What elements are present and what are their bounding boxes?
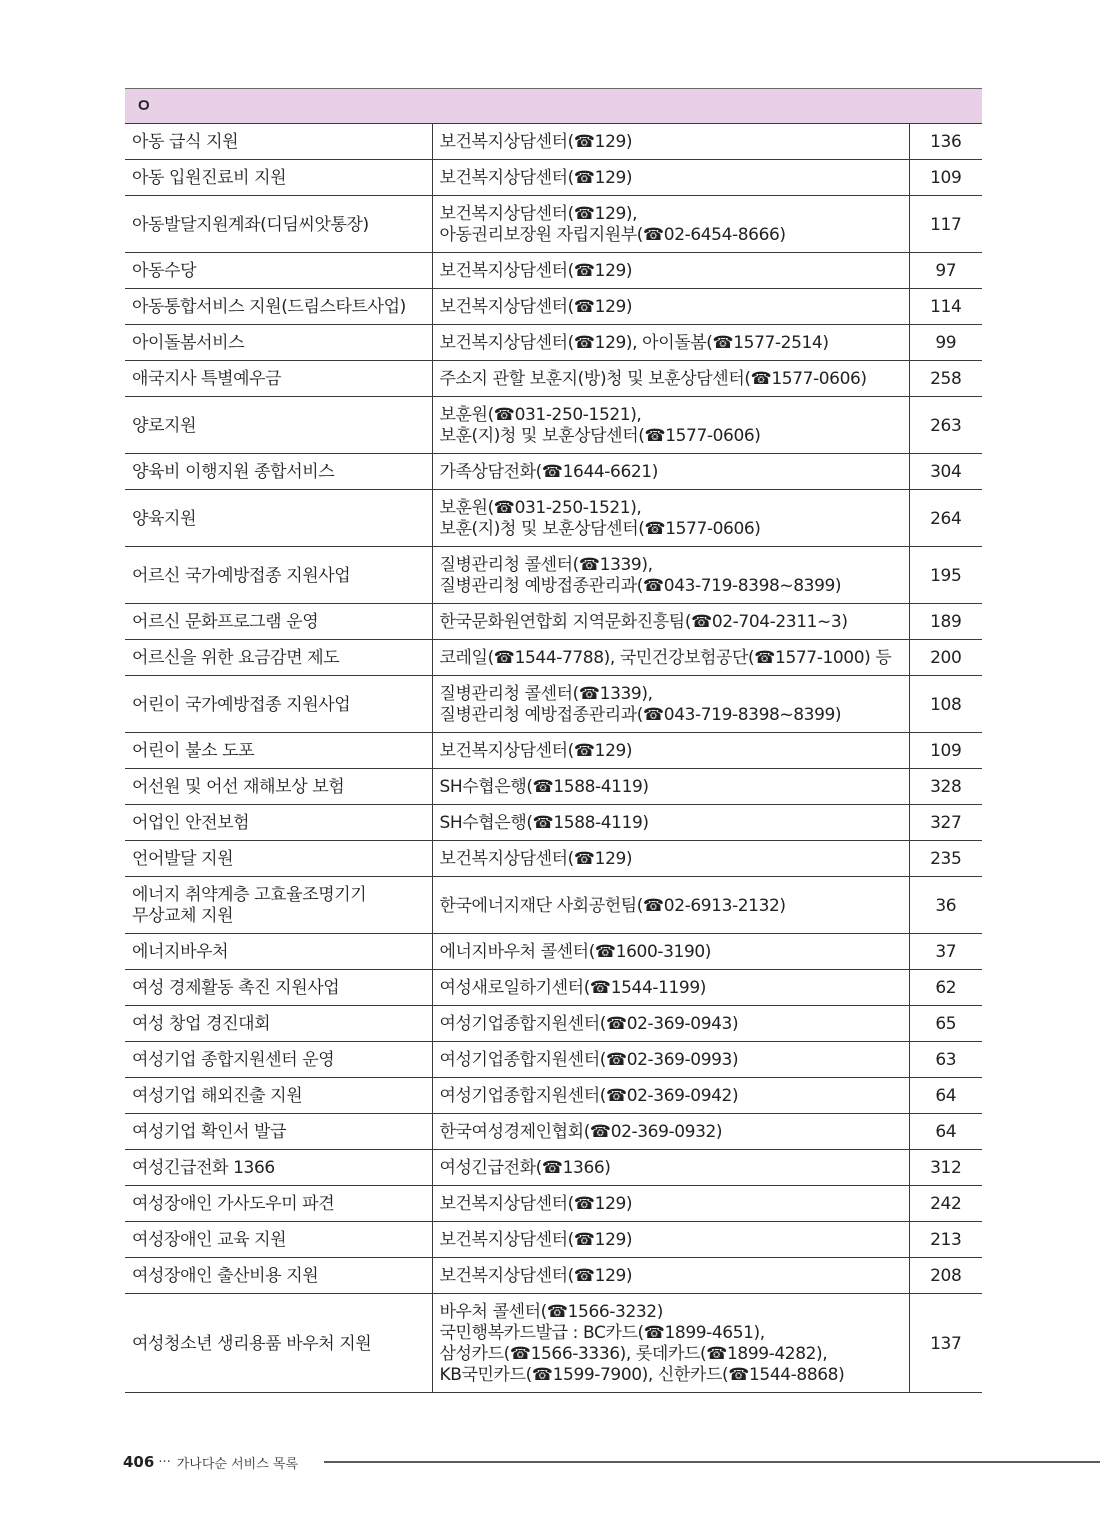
service-name-cell [125,361,432,397]
contact-cell [432,1078,909,1114]
contact-line: SH수협은행(☎1588-4119) [439,777,649,797]
page-number-cell: 235 [909,841,982,877]
contact-cell [432,1042,909,1078]
contact-line: 보훈(지)청 및 보훈상담센터(☎1577-0606) [439,519,761,539]
footer-section-title: 가나다순 서비스 목록 [176,1456,299,1472]
contact-line: 보훈(지)청 및 보훈상담센터(☎1577-0606) [439,426,761,446]
contact-cell [432,970,909,1006]
service-name-cell [125,970,432,1006]
contact-cell [432,253,909,289]
contact-line: 삼성카드(☎1566-3336), 롯데카드(☎1899-4282), [439,1344,828,1364]
service-name-line: 애국지사 특별예우금 [132,369,282,389]
service-name-cell [125,1258,432,1294]
contact-cell [432,325,909,361]
service-name-cell [125,805,432,841]
page-number: 406 [123,1453,155,1471]
service-name-line: 양로지원 [132,415,197,436]
page-number-cell: 327 [909,805,982,841]
table-row [125,1258,982,1294]
service-name-cell [125,877,432,934]
contact-cell [432,1294,909,1393]
contact-cell [432,805,909,841]
contact-line: 국민행복카드발급 : BC카드(☎1899-4651), [439,1323,765,1343]
page-number-cell: 263 [909,397,982,454]
service-directory-table [125,88,982,1393]
service-name-line: 어업인 안전보험 [132,813,250,833]
service-name-line: 여성기업 종합지원센터 운영 [132,1050,335,1070]
table-row [125,970,982,1006]
table-row [125,160,982,196]
service-name-cell [125,1150,432,1186]
table-row [125,547,982,604]
page-number-cell: 312 [909,1150,982,1186]
service-name-line: 여성기업 확인서 발급 [132,1122,287,1142]
page-number-cell: 137 [909,1294,982,1393]
service-name-cell [125,676,432,733]
service-name-line: 언어발달 지원 [132,849,234,869]
page-number-cell: 36 [909,877,982,934]
page-number-cell: 108 [909,676,982,733]
service-name-cell [125,397,432,454]
service-name-cell [125,196,432,253]
contact-cell [432,934,909,970]
service-name-line: 어린이 불소 도포 [132,741,255,761]
service-name-line: 아동통합서비스 지원(드림스타트사업) [132,297,406,317]
service-name-cell [125,124,432,160]
table-row [125,361,982,397]
table-row [125,1078,982,1114]
contact-line: 질병관리청 예방접종관리과(☎043-719-8398~8399) [439,705,842,725]
contact-line: 한국여성경제인협회(☎02-369-0932) [439,1122,723,1142]
page-number-cell: 62 [909,970,982,1006]
contact-cell [432,1006,909,1042]
service-name-cell [125,733,432,769]
contact-line: 바우처 콜센터(☎1566-3232) [439,1302,663,1322]
service-name-line: 여성기업 해외진출 지원 [132,1086,303,1106]
service-name-line: 여성 창업 경진대회 [132,1014,271,1034]
table-row [125,196,982,253]
page-number-cell: 264 [909,490,982,547]
section-header-row [125,89,982,124]
service-name-line: 여성긴급전화 1366 [132,1158,275,1178]
contact-cell [432,454,909,490]
table-row [125,733,982,769]
page-number-cell: 328 [909,769,982,805]
service-name-line: 어선원 및 어선 재해보상 보험 [132,777,345,797]
contact-line: 여성긴급전화(☎1366) [439,1158,611,1178]
page-footer [123,1452,1100,1472]
service-name-line: 어르신 문화프로그램 운영 [132,612,319,632]
contact-line: 가족상담전화(☎1644-6621) [439,462,658,482]
table-row [125,934,982,970]
table-row [125,1006,982,1042]
service-name-line: 아동 급식 지원 [132,132,239,152]
service-name-line: 여성장애인 출산비용 지원 [132,1266,319,1286]
service-name-cell [125,547,432,604]
table-row [125,1294,982,1393]
page-number-cell: 114 [909,289,982,325]
contact-cell [432,1150,909,1186]
contact-line: 아동권리보장원 자립지원부(☎02-6454-8666) [439,225,786,245]
service-name-cell [125,490,432,547]
service-name-cell [125,1006,432,1042]
contact-line: 보건복지상담센터(☎129) [439,297,633,317]
contact-line: 보건복지상담센터(☎129) [439,132,633,152]
page-number-cell: 136 [909,124,982,160]
table-row [125,1042,982,1078]
contact-cell [432,547,909,604]
table-row [125,1222,982,1258]
table-row [125,454,982,490]
service-name-line: 여성장애인 가사도우미 파견 [132,1194,335,1214]
service-name-line: 아동 입원진료비 지원 [132,168,287,188]
contact-line: 보건복지상담센터(☎129) [439,1194,633,1214]
service-name-cell [125,1114,432,1150]
table-row [125,253,982,289]
page-number-cell: 109 [909,733,982,769]
page-number-cell: 65 [909,1006,982,1042]
service-name-line: 아동발달지원계좌(디딤씨앗통장) [132,214,369,235]
page-number-cell: 117 [909,196,982,253]
contact-cell [432,841,909,877]
table-row [125,124,982,160]
service-name-line: 어르신 국가예방접종 지원사업 [132,565,351,586]
contact-cell [432,160,909,196]
contact-line: 에너지바우처 콜센터(☎1600-3190) [439,942,712,962]
service-name-line: 여성청소년 생리용품 바우처 지원 [132,1333,372,1354]
contact-line: 보건복지상담센터(☎129) [439,849,633,869]
service-name-line: 에너지바우처 [132,942,229,962]
footer-rule [324,1461,1100,1463]
contact-cell [432,124,909,160]
page-number-cell: 37 [909,934,982,970]
service-name-cell [125,253,432,289]
page-number-cell: 200 [909,640,982,676]
service-name-cell [125,1222,432,1258]
service-name-line: 양육비 이행지원 종합서비스 [132,462,335,482]
page-number-cell: 189 [909,604,982,640]
table-row [125,397,982,454]
contact-cell [432,397,909,454]
contact-line: 보훈원(☎031-250-1521), [439,405,642,425]
contact-cell [432,769,909,805]
page-number-cell: 242 [909,1186,982,1222]
page-number-cell: 64 [909,1078,982,1114]
contact-line: 보건복지상담센터(☎129) [439,1266,633,1286]
table-row [125,1186,982,1222]
page-number-cell: 109 [909,160,982,196]
section-letter: ㅇ [125,89,982,124]
table-row [125,604,982,640]
service-name-line: 여성장애인 교육 지원 [132,1230,287,1250]
contact-line: 보건복지상담센터(☎129) [439,741,633,761]
page-number-cell: 64 [909,1114,982,1150]
table-row [125,841,982,877]
service-name-line: 무상교체 지원 [132,906,234,926]
service-name-cell [125,640,432,676]
service-name-cell [125,604,432,640]
page-number-cell: 63 [909,1042,982,1078]
service-name-cell [125,1078,432,1114]
contact-line: 여성새로일하기센터(☎1544-1199) [439,978,706,998]
service-name-cell [125,1042,432,1078]
contact-line: 질병관리청 콜센터(☎1339), [439,684,653,704]
contact-line: KB국민카드(☎1599-7900), 신한카드(☎1544-8868) [439,1365,845,1385]
contact-line: 보건복지상담센터(☎129), [439,204,638,224]
page-number-cell: 258 [909,361,982,397]
contact-line: 여성기업종합지원센터(☎02-369-0943) [439,1014,739,1034]
page-number-cell: 99 [909,325,982,361]
contact-line: 한국문화원연합회 지역문화진흥팀(☎02-704-2311~3) [439,612,848,632]
service-name-cell [125,769,432,805]
contact-line: 보훈원(☎031-250-1521), [439,498,642,518]
contact-line: 보건복지상담센터(☎129) [439,261,633,281]
contact-cell [432,676,909,733]
contact-cell [432,1186,909,1222]
page-number-cell: 195 [909,547,982,604]
page-number-cell: 97 [909,253,982,289]
service-name-line: 어린이 국가예방접종 지원사업 [132,694,351,715]
contact-line: 여성기업종합지원센터(☎02-369-0942) [439,1086,739,1106]
table-row [125,877,982,934]
table-row [125,676,982,733]
service-name-line: 아동수당 [132,261,197,281]
service-name-cell [125,325,432,361]
contact-line: 질병관리청 콜센터(☎1339), [439,555,653,575]
contact-line: 코레일(☎1544-7788), 국민건강보험공단(☎1577-1000) 등 [439,648,892,668]
contact-line: 보건복지상담센터(☎129), 아이돌봄(☎1577-2514) [439,333,829,353]
service-name-cell [125,454,432,490]
service-name-line: 어르신을 위한 요금감면 제도 [132,648,340,668]
table-row [125,325,982,361]
service-name-cell [125,1294,432,1393]
page-number-cell: 208 [909,1258,982,1294]
service-name-cell [125,1186,432,1222]
contact-line: SH수협은행(☎1588-4119) [439,813,649,833]
service-name-cell [125,841,432,877]
table-row [125,1150,982,1186]
contact-line: 주소지 관할 보훈지(방)청 및 보훈상담센터(☎1577-0606) [439,369,867,389]
table-row [125,1114,982,1150]
service-name-line: 아이돌봄서비스 [132,333,245,353]
table-row [125,640,982,676]
table-row [125,769,982,805]
service-name-cell [125,289,432,325]
contact-line: 여성기업종합지원센터(☎02-369-0993) [439,1050,739,1070]
table-row [125,805,982,841]
contact-cell [432,1114,909,1150]
contact-line: 한국에너지재단 사회공헌팀(☎02-6913-2132) [439,895,786,916]
contact-cell [432,877,909,934]
service-name-line: 여성 경제활동 촉진 지원사업 [132,978,340,998]
contact-cell [432,640,909,676]
footer-separator: ··· [158,1454,171,1470]
service-name-cell [125,160,432,196]
contact-cell [432,604,909,640]
page-number-cell: 213 [909,1222,982,1258]
contact-line: 질병관리청 예방접종관리과(☎043-719-8398~8399) [439,576,842,596]
contact-line: 보건복지상담센터(☎129) [439,168,633,188]
contact-cell [432,490,909,547]
contact-cell [432,289,909,325]
table-row [125,490,982,547]
page-number-cell: 304 [909,454,982,490]
service-name-cell [125,934,432,970]
service-name-line: 양육지원 [132,508,197,529]
service-name-line: 에너지 취약계층 고효율조명기기 [132,885,367,905]
contact-cell [432,1222,909,1258]
contact-line: 보건복지상담센터(☎129) [439,1230,633,1250]
contact-cell [432,196,909,253]
table-row [125,289,982,325]
contact-cell [432,733,909,769]
contact-cell [432,1258,909,1294]
contact-cell [432,361,909,397]
